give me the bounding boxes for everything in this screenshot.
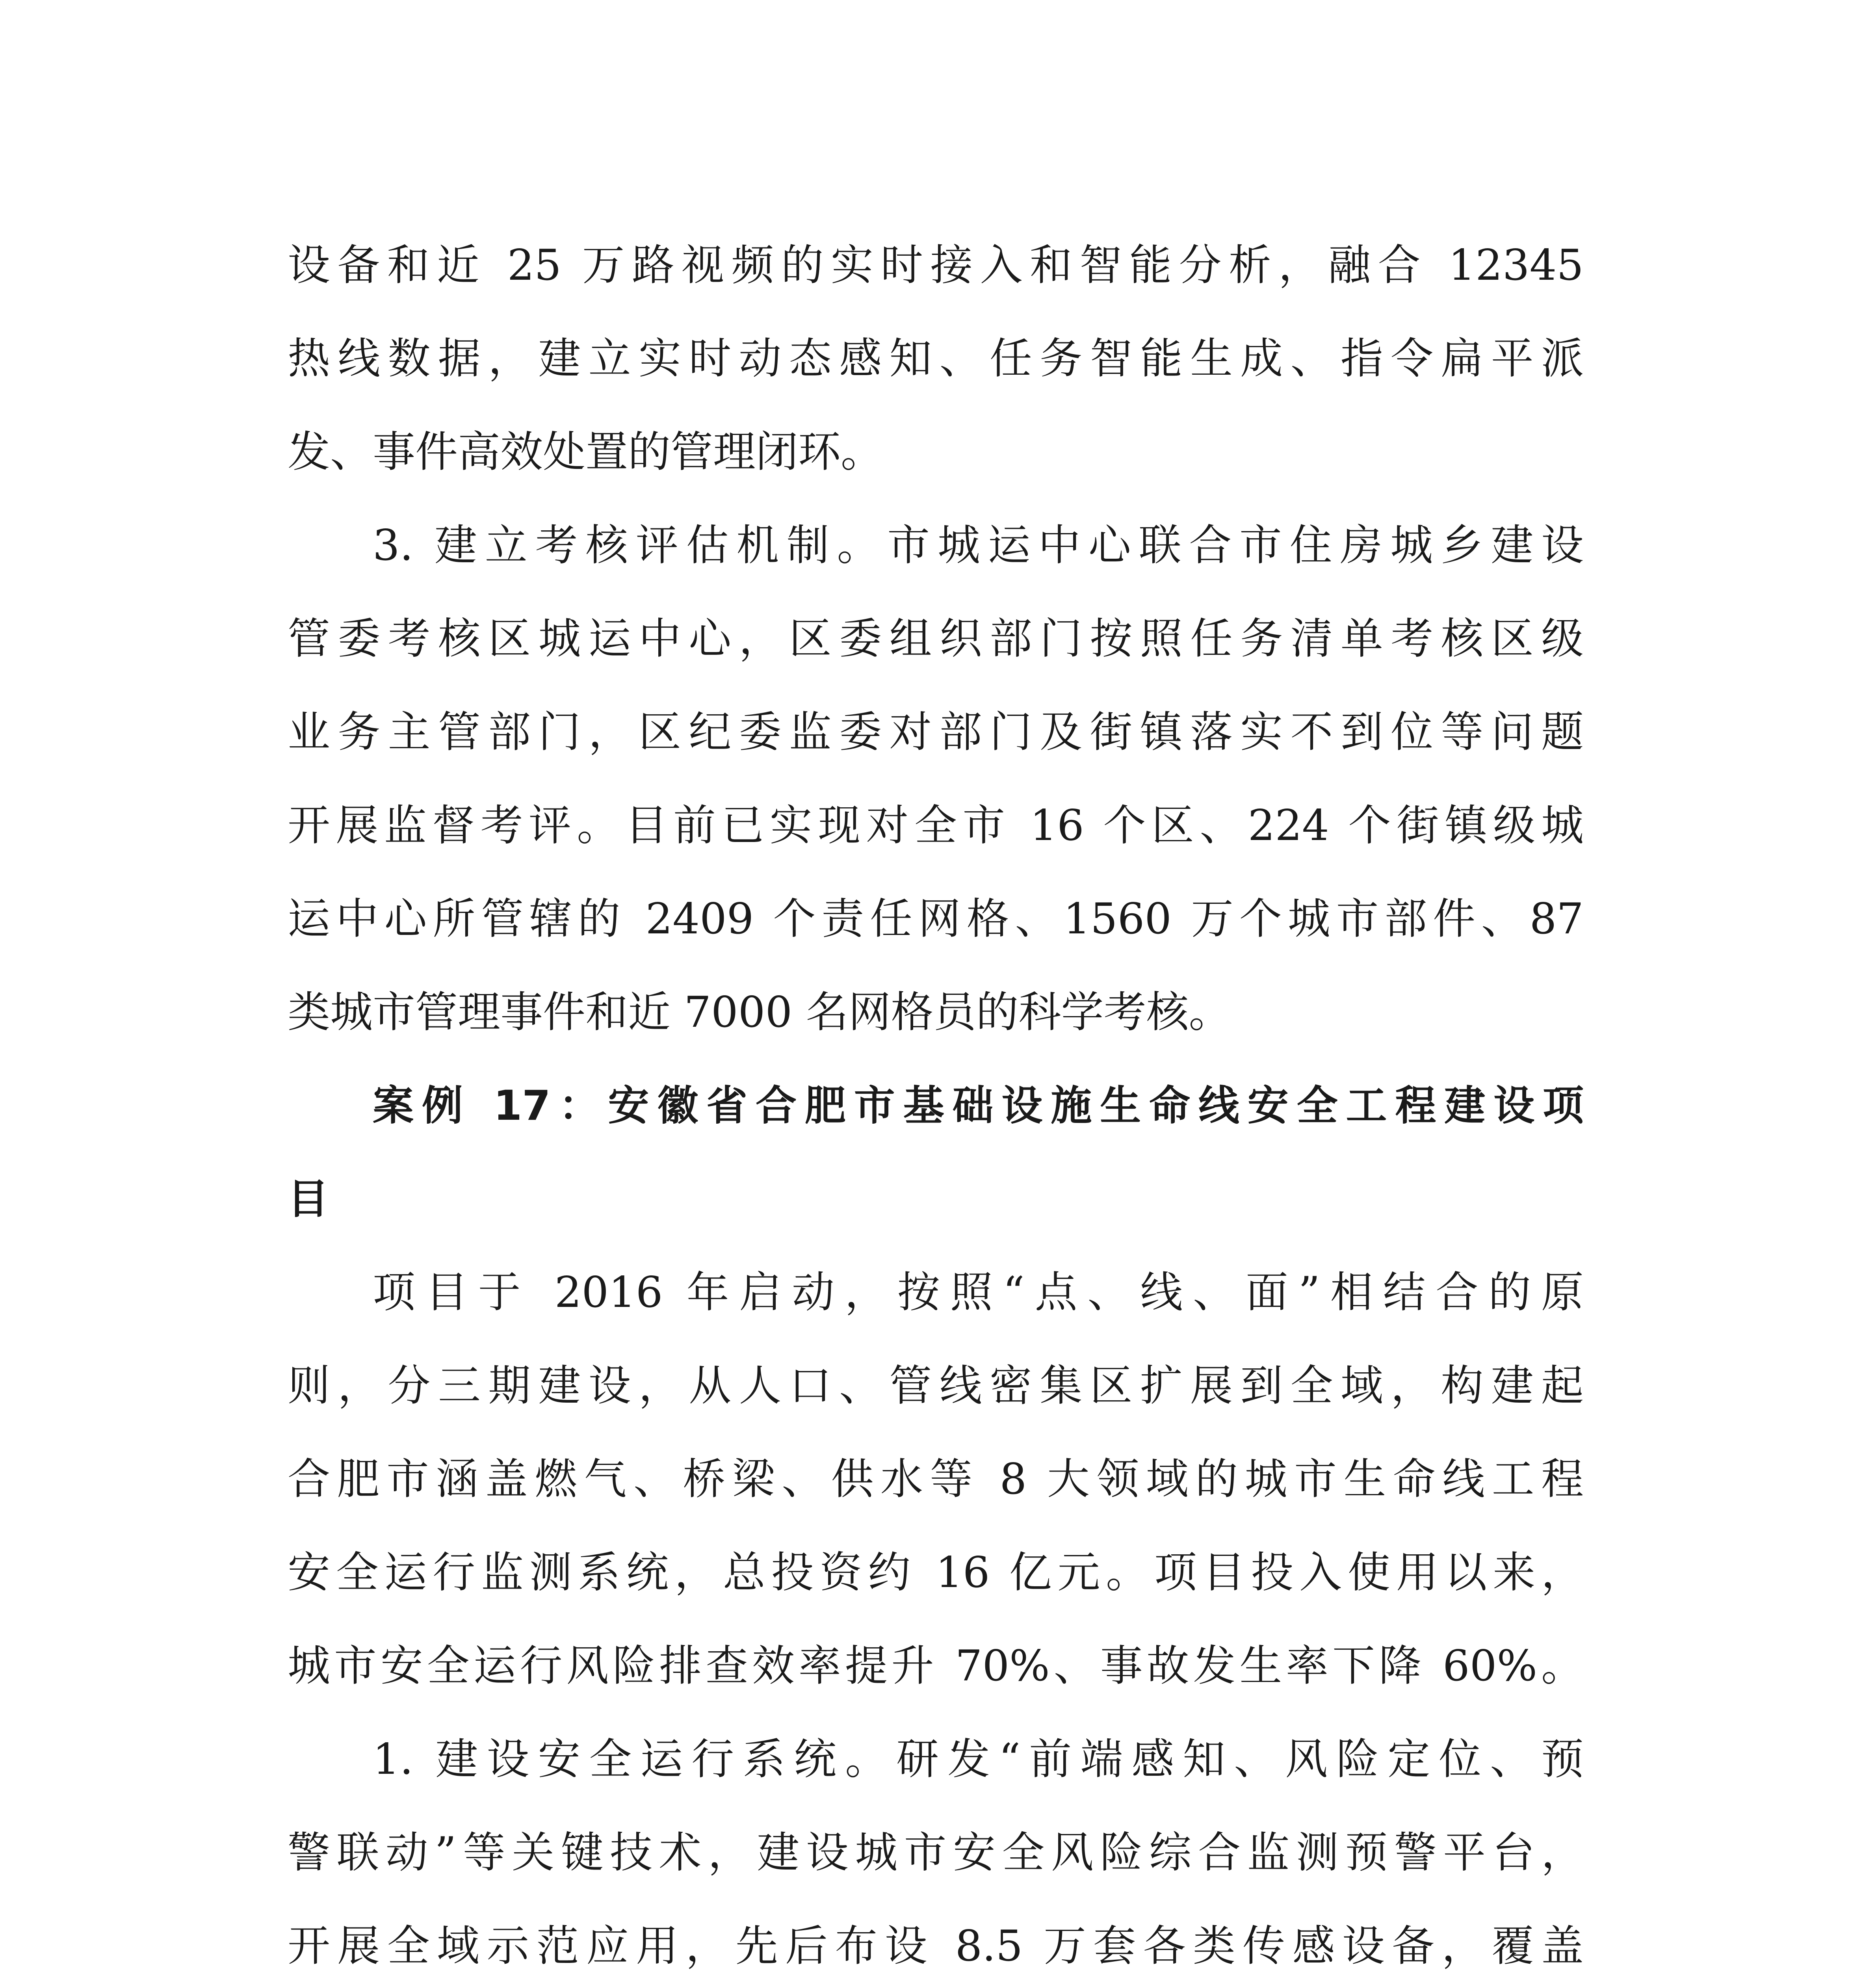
text-line: 3. 建立考核评估机制。市城运中心联合市住房城乡建设 [373,521,1584,570]
text-line: 1. 建设安全运行系统。研发“前端感知、风险定位、预 [373,1735,1584,1784]
text-line: 类城市管理事件和近 7000 名网格员的科学考核。 [288,988,1231,1037]
text-line: 业务主管部门，区纪委监委对部门及街镇落实不到位等问题 [288,708,1584,757]
text-line: 开展监督考评。目前已实现对全市 16 个区、224 个街镇级城 [288,801,1584,850]
text-line: 设备和近 25 万路视频的实时接入和智能分析，融合 12345 [288,241,1584,290]
text-line: 警联动”等关键技术，建设城市安全风险综合监测预警平台， [288,1828,1584,1877]
case-heading-line: 目 [288,1175,329,1223]
text-line: 则，分三期建设，从人口、管线密集区扩展到全域，构建起 [288,1361,1584,1411]
text-line: 管委考核区城运中心，区委组织部门按照任务清单考核区级 [288,614,1584,663]
text-line: 发、事件高效处置的管理闭环。 [288,427,884,477]
text-line: 城市安全运行风险排查效率提升 70%、事故发生率下降 60%。 [288,1641,1584,1691]
text-line: 安全运行监测系统，总投资约 16 亿元。项目投入使用以来， [288,1548,1584,1597]
text-line: 运中心所管辖的 2409 个责任网格、1560 万个城市部件、87 [288,894,1584,944]
text-line: 项目于 2016 年启动，按照“点、线、面”相结合的原 [373,1268,1584,1317]
document-body [288,219,1584,1970]
text-line: 合肥市涵盖燃气、桥梁、供水等 8 大领域的城市生命线工程 [288,1455,1584,1504]
text-line: 热线数据，建立实时动态感知、任务智能生成、指令扁平派 [288,334,1584,383]
case-heading-line: 案例 17：安徽省合肥市基础设施生命线安全工程建设项 [373,1082,1584,1130]
text-line: 开展全域示范应用，先后布设 8.5 万套各类传感设备，覆盖 [288,1922,1584,1970]
